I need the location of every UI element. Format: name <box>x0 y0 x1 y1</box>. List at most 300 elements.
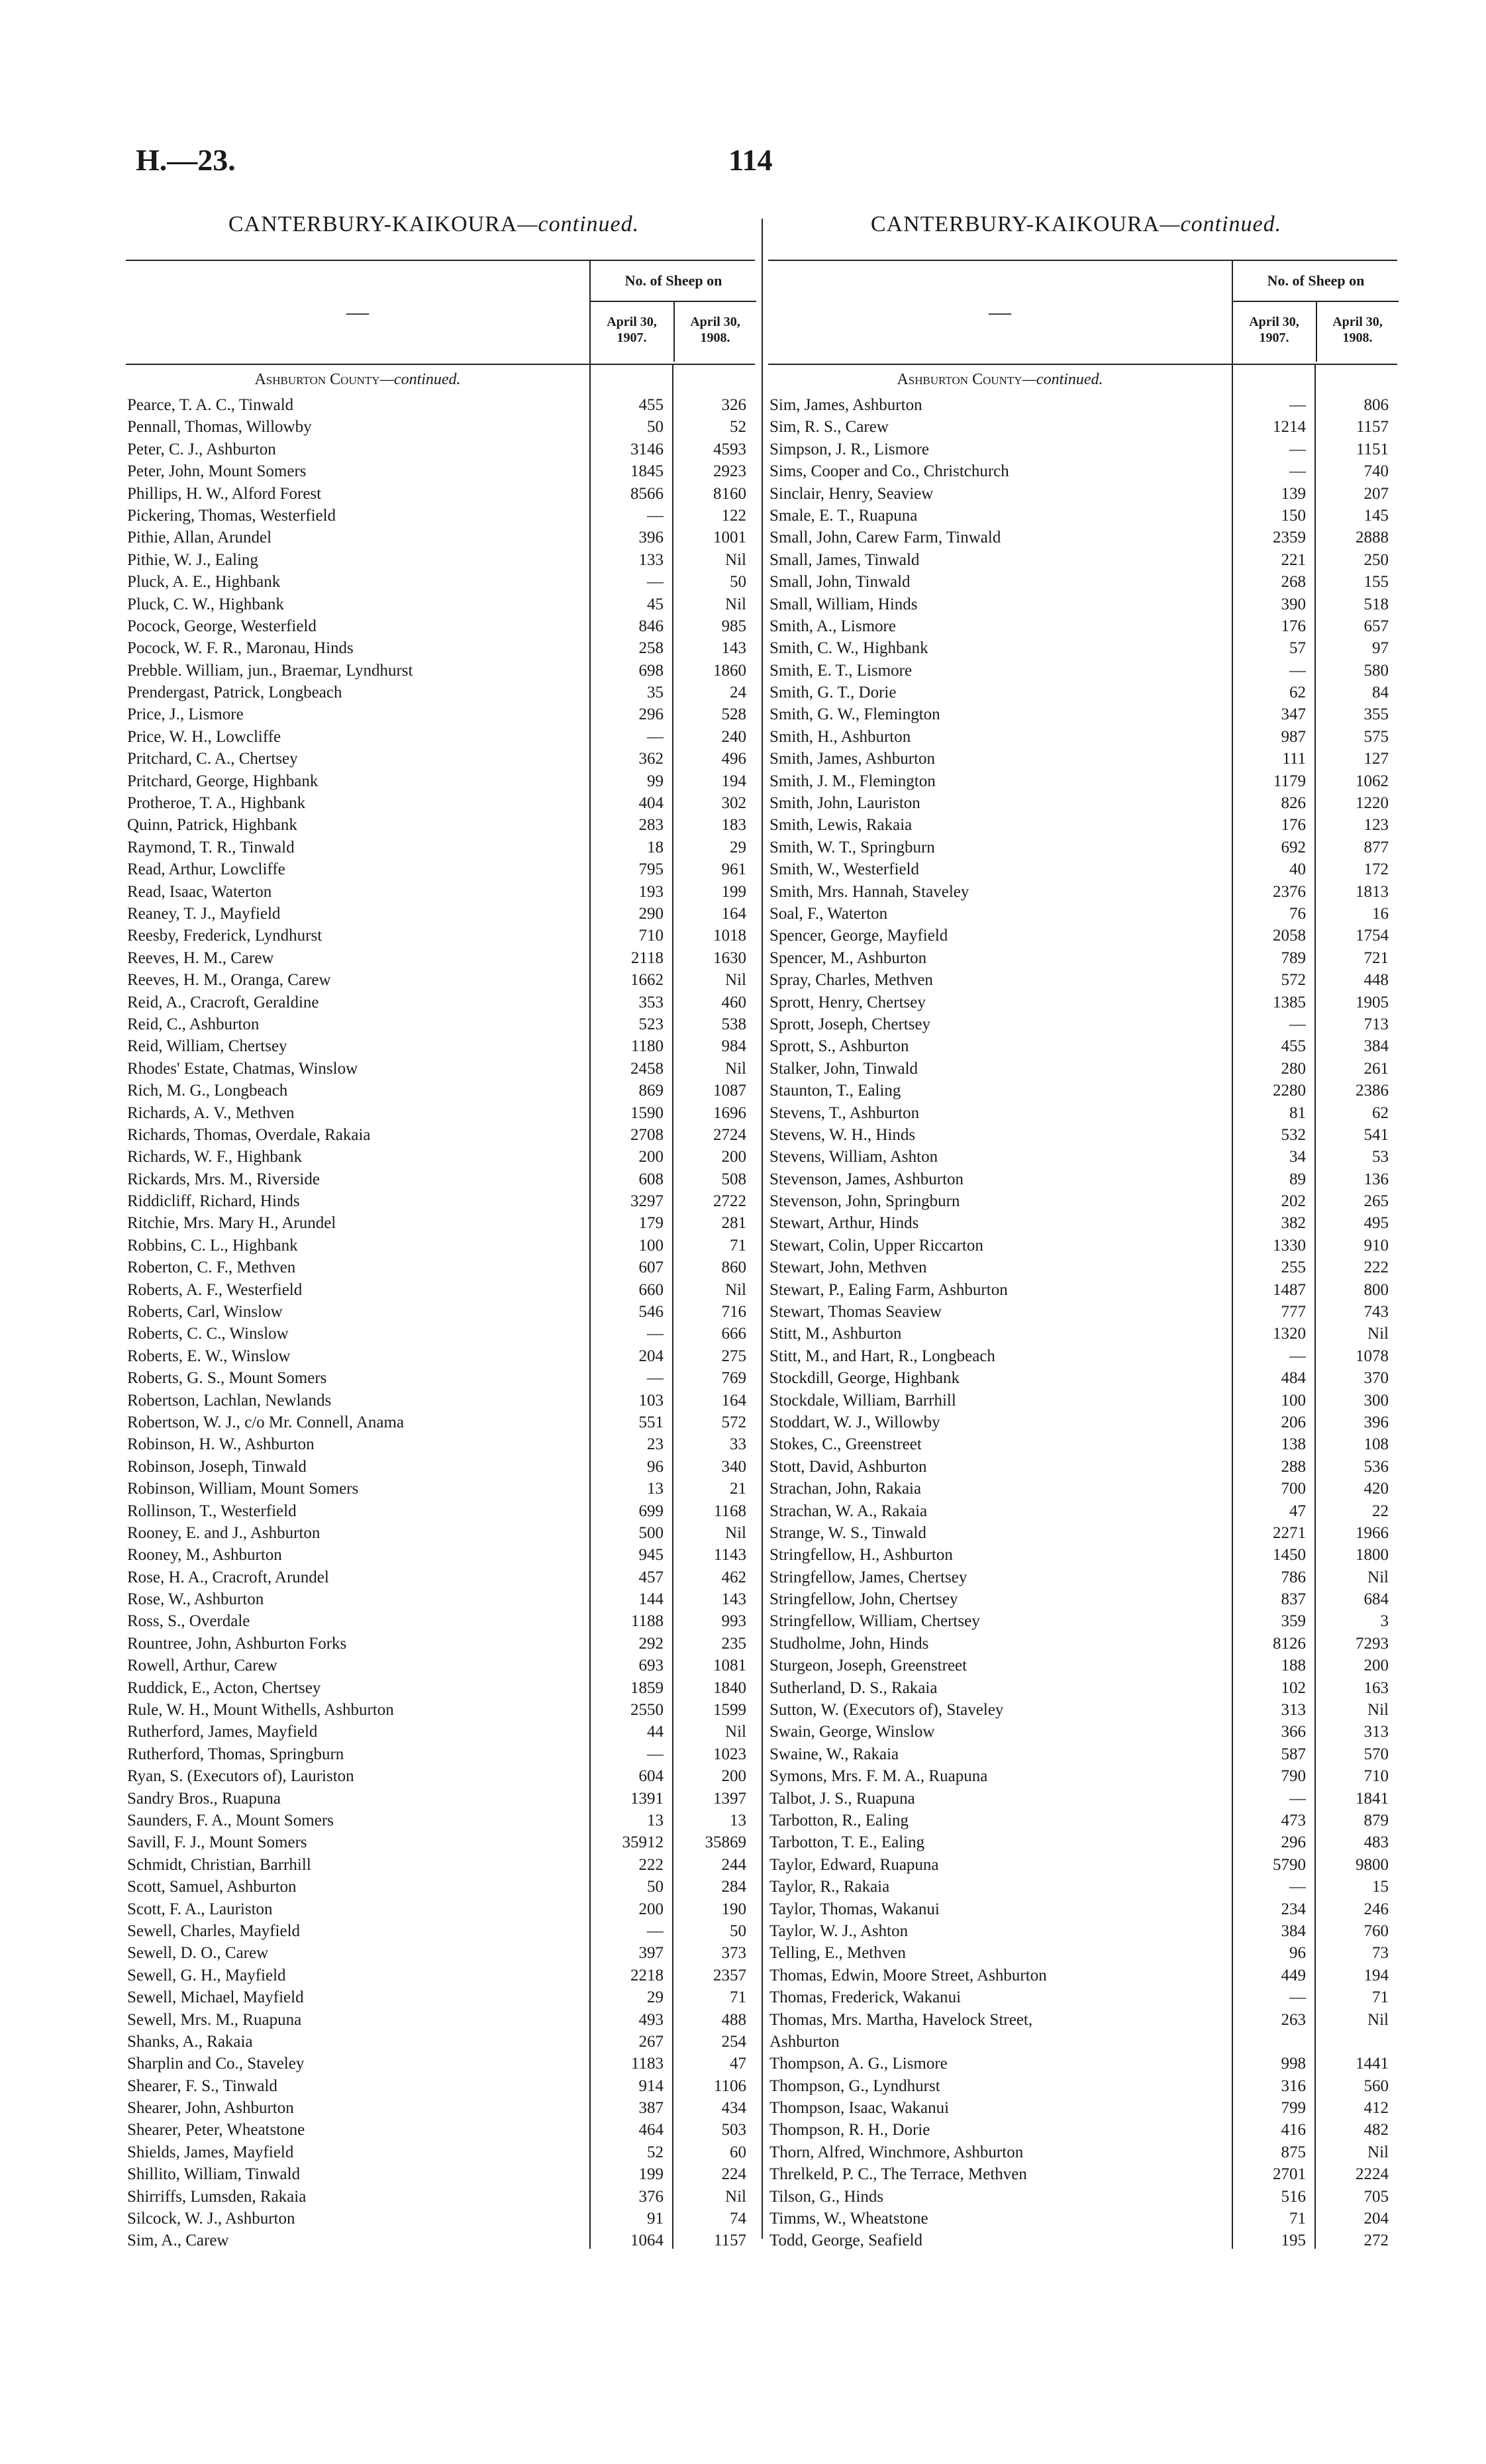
table-row <box>768 1854 1397 1876</box>
owner-name: Shillito, William, Tinwald <box>127 2165 301 2184</box>
sheep-1908: 145 <box>1363 506 1389 525</box>
table-row <box>768 1588 1397 1610</box>
table-row <box>768 925 1397 947</box>
owner-name: Richards, A. V., Methven <box>127 1104 295 1122</box>
table-row <box>768 1257 1397 1278</box>
sheep-1908: 60 <box>730 2143 746 2161</box>
table-row <box>768 1345 1397 1367</box>
sheep-1907: 998 <box>1281 2055 1306 2073</box>
owner-name: Small, John, Tinwald <box>769 573 911 591</box>
owner-name: Sewell, Mrs. M., Ruapuna <box>127 2010 302 2029</box>
sheep-1907: 296 <box>1281 1833 1306 1852</box>
sheep-1907: 473 <box>1281 1812 1306 1829</box>
table-row <box>126 438 755 460</box>
table-row <box>768 1677 1397 1699</box>
sheep-1908: 1813 <box>1356 882 1389 901</box>
owner-name: Pocock, George, Westerfield <box>127 617 317 635</box>
sheep-1907: 200 <box>638 1900 664 1918</box>
table-row <box>768 1080 1397 1102</box>
sheep-1907: 945 <box>638 1546 664 1565</box>
sheep-1907: 18 <box>647 838 664 856</box>
sheep-1907: 52 <box>647 2143 664 2161</box>
owner-name: Sutton, W. (Executors of), Staveley <box>769 1701 1004 1720</box>
sheep-1907: 692 <box>1281 838 1306 856</box>
table-row <box>126 2163 755 2185</box>
sheep-1908: 207 <box>1363 484 1389 503</box>
sheep-1907: 1064 <box>630 2232 664 2250</box>
section-main: Ashburton County <box>254 371 380 388</box>
table-row <box>768 1035 1397 1057</box>
sheep-1907: 449 <box>1281 1966 1306 1984</box>
owner-name: Tarbotton, R., Ealing <box>769 1812 909 1829</box>
owner-name: Taylor, Edward, Ruapuna <box>769 1855 939 1874</box>
sheep-1908: 2888 <box>1356 529 1389 547</box>
owner-name: Smith, E. T., Lismore <box>769 661 913 680</box>
table-row <box>768 394 1397 416</box>
sheep-1908: 190 <box>721 1900 746 1918</box>
table-row <box>126 858 755 880</box>
sheep-1907: 103 <box>638 1391 664 1410</box>
table-row <box>126 1920 755 1942</box>
table-row <box>126 2053 755 2075</box>
owner-name: Pickering, Thomas, Westerfield <box>127 506 336 525</box>
table-row <box>768 992 1397 1013</box>
right-column <box>768 205 1397 2252</box>
owner-name: Swaine, W., Rakaia <box>769 1745 899 1763</box>
owner-name: Reid, C., Ashburton <box>127 1015 260 1033</box>
sheep-1908: 24 <box>730 684 746 702</box>
table-row <box>768 858 1397 880</box>
owner-name: Smith, Lewis, Rakaia <box>769 816 913 835</box>
sheep-1908: 235 <box>721 1634 746 1653</box>
owner-name: Taylor, Thomas, Wakanui <box>769 1900 940 1918</box>
sheep-1907: 138 <box>1281 1435 1306 1454</box>
owner-name: Stewart, Colin, Upper Riccarton <box>769 1236 983 1255</box>
sheep-1907: 193 <box>638 882 664 901</box>
owner-name: Smith, W., Westerfield <box>769 860 919 879</box>
table-row <box>126 637 755 659</box>
owner-name: Reaney, T. J., Mayfield <box>127 904 281 923</box>
sheep-1908: 13 <box>730 1812 746 1829</box>
sheep-1907: 826 <box>1281 794 1306 813</box>
owner-name: Stringfellow, H., Ashburton <box>769 1546 953 1565</box>
table-row <box>768 1412 1397 1433</box>
sheep-1907: 71 <box>1289 2210 1306 2228</box>
sheep-1908: 495 <box>1363 1214 1389 1233</box>
sheep-1907: 44 <box>647 1723 664 1741</box>
sheep-1907: 416 <box>1281 2121 1306 2139</box>
sheep-1908: 1966 <box>1356 1523 1389 1542</box>
owner-name: Roberts, E. W., Winslow <box>127 1347 291 1365</box>
owner-name: Sprott, Joseph, Chertsey <box>769 1015 931 1033</box>
table-row <box>126 1190 755 1212</box>
owner-name: Savill, F. J., Mount Somers <box>127 1833 307 1852</box>
sheep-1908: 281 <box>721 1214 746 1233</box>
sheep-1907: 3146 <box>630 440 664 458</box>
owner-name: Pritchard, C. A., Chertsey <box>127 750 298 768</box>
sheep-1908: 200 <box>1363 1657 1389 1675</box>
sheep-1907: 296 <box>638 705 664 724</box>
sheep-1907: 359 <box>1281 1612 1306 1631</box>
sheep-1908: 254 <box>721 2032 746 2051</box>
owner-name: Sim, James, Ashburton <box>769 396 922 414</box>
sheep-1907: 8566 <box>630 484 664 503</box>
table-row <box>768 1124 1397 1146</box>
owner-name: Small, William, Hinds <box>769 595 918 613</box>
sheep-1908: 1754 <box>1356 927 1389 945</box>
table-row <box>768 637 1397 659</box>
sheep-1908: 122 <box>721 506 746 525</box>
sheep-1907: 2058 <box>1273 927 1306 945</box>
sheep-1907: 382 <box>1281 1214 1306 1233</box>
sheep-1908: 1001 <box>713 529 746 547</box>
sheep-1907: 133 <box>638 550 664 569</box>
sheep-1907: 1845 <box>630 462 664 481</box>
table-row <box>126 1080 755 1102</box>
table-body <box>126 394 755 2252</box>
owner-name: Roberts, A. F., Westerfield <box>127 1280 303 1299</box>
owner-name: Sprott, S., Ashburton <box>769 1037 909 1056</box>
owner-name: Stringfellow, William, Chertsey <box>769 1612 980 1631</box>
page-number: 114 <box>728 143 773 177</box>
owner-name: Richards, Thomas, Overdale, Rakaia <box>127 1125 371 1144</box>
table-row <box>768 1655 1397 1676</box>
table-row <box>126 1279 755 1301</box>
sheep-1907: 2708 <box>630 1125 664 1144</box>
document-reference: H.—23. <box>136 143 236 177</box>
sheep-1907: 700 <box>1281 1480 1306 1498</box>
sheep-1907: 81 <box>1289 1104 1306 1122</box>
table-row <box>126 1854 755 1876</box>
owner-name: Rich, M. G., Longbeach <box>127 1082 288 1100</box>
table-row <box>126 1345 755 1367</box>
table-row <box>768 748 1397 770</box>
sheep-1908: 1168 <box>713 1502 746 1520</box>
owner-name: Soal, F., Waterton <box>769 904 888 923</box>
sheep-1908: 250 <box>1363 550 1389 569</box>
table-row <box>768 814 1397 836</box>
sheep-1908: 877 <box>1363 838 1389 856</box>
table-row <box>768 483 1397 505</box>
owner-name: Stokes, C., Greenstreet <box>769 1435 922 1454</box>
table-row <box>768 837 1397 858</box>
owner-name: Stitt, M., and Hart, R., Longbeach <box>769 1347 995 1365</box>
table-row <box>126 1235 755 1257</box>
sheep-1907: — <box>647 1922 664 1940</box>
table-row <box>126 792 755 814</box>
sheep-1907: 283 <box>638 816 664 835</box>
sheep-1907: 255 <box>1281 1258 1306 1277</box>
owner-name: Swain, George, Winslow <box>769 1723 935 1741</box>
table-row <box>768 1765 1397 1787</box>
column-title <box>126 212 742 237</box>
owner-name: Sharplin and Co., Staveley <box>127 2055 305 2073</box>
table-row <box>126 1323 755 1345</box>
table-row <box>768 1190 1397 1212</box>
table-row <box>126 947 755 969</box>
sheep-1908: Nil <box>725 1723 746 1741</box>
sheep-1907: — <box>647 1369 664 1388</box>
table-row <box>126 703 755 725</box>
sheep-1907: 366 <box>1281 1723 1306 1741</box>
table-row <box>768 2163 1397 2185</box>
table-row <box>126 925 755 947</box>
sheep-1907: 1391 <box>630 1789 664 1808</box>
owner-name: Stitt, M., Ashburton <box>769 1325 902 1343</box>
sheep-1908: 1087 <box>713 1082 746 1100</box>
owner-name: Ruddick, E., Acton, Chertsey <box>127 1678 321 1697</box>
sheep-1907: 799 <box>1281 2099 1306 2118</box>
title-suffix: —continued. <box>1160 212 1282 236</box>
sheep-1907: 40 <box>1289 860 1306 879</box>
owner-name: Stalker, John, Tinwald <box>769 1059 918 1078</box>
owner-name: Sewell, D. O., Carew <box>127 1944 269 1963</box>
sheep-1907: — <box>647 506 664 525</box>
owner-name: Sewell, Charles, Mayfield <box>127 1922 301 1940</box>
sheep-1908: 164 <box>721 904 746 923</box>
sheep-1907: — <box>1289 462 1306 481</box>
sheep-1907: — <box>1289 1789 1306 1808</box>
owner-name: Stevens, W. H., Hinds <box>769 1125 916 1144</box>
table-row <box>126 1412 755 1433</box>
sheep-1908: 47 <box>730 2055 746 2073</box>
sheep-1907: 660 <box>638 1280 664 1299</box>
owner-name: Tarbotton, T. E., Ealing <box>769 1833 925 1852</box>
sheep-1908: 580 <box>1363 661 1389 680</box>
sheep-1907: — <box>647 573 664 591</box>
sheep-1907: — <box>1289 1347 1306 1365</box>
table-row <box>126 1035 755 1057</box>
table-row <box>126 2031 755 2053</box>
owner-name: Reid, A., Cracroft, Geraldine <box>127 993 319 1011</box>
title-main: CANTERBURY-KAIKOURA <box>228 212 518 236</box>
sheep-1908: 740 <box>1363 462 1389 481</box>
sheep-1907: 290 <box>638 904 664 923</box>
table-row <box>768 881 1397 903</box>
sheep-1908: 272 <box>1363 2232 1389 2250</box>
table-row <box>126 1146 755 1168</box>
sheep-1908: 240 <box>721 727 746 746</box>
owner-name: Taylor, R., Rakaia <box>769 1878 890 1896</box>
sheep-1907: 221 <box>1281 550 1306 569</box>
table-row <box>126 1301 755 1323</box>
owner-name: Robertson, Lachlan, Newlands <box>127 1391 332 1410</box>
table-row <box>768 1058 1397 1080</box>
sheep-1908: 538 <box>721 1015 746 1033</box>
sheep-1908: 806 <box>1363 396 1389 414</box>
table-row <box>768 1279 1397 1301</box>
owner-name: Pearce, T. A. C., Tinwald <box>127 396 294 414</box>
sheep-1907: — <box>647 1745 664 1763</box>
table-row <box>126 682 755 703</box>
table-row <box>768 726 1397 748</box>
sheep-1907: 176 <box>1281 816 1306 835</box>
sheep-1908: 22 <box>1372 1502 1389 1520</box>
owner-name: Thorn, Alfred, Winchmore, Ashburton <box>769 2143 1024 2161</box>
table-row <box>768 1102 1397 1124</box>
owner-name: Shearer, John, Ashburton <box>127 2099 294 2118</box>
table-row <box>768 1212 1397 1234</box>
sheep-1908: 275 <box>721 1347 746 1365</box>
sheep-1907: — <box>1289 1988 1306 2007</box>
owner-name: Stoddart, W. J., Willowby <box>769 1413 940 1431</box>
sheep-1907: 484 <box>1281 1369 1306 1388</box>
sheep-1908: 1062 <box>1356 772 1389 790</box>
owner-name: Rose, W., Ashburton <box>127 1590 264 1609</box>
sheep-1908: 1905 <box>1356 993 1389 1011</box>
table-header <box>126 260 755 365</box>
owner-name: Stockdill, George, Highbank <box>769 1369 960 1388</box>
owner-name: Roberton, C. F., Methven <box>127 1258 296 1277</box>
table-row <box>126 549 755 571</box>
sheep-1908: 340 <box>721 1457 746 1476</box>
sheep-1908: 21 <box>730 1480 746 1498</box>
owner-name: Spencer, George, Mayfield <box>769 927 948 945</box>
table-row <box>768 1522 1397 1544</box>
sheep-1908: 2224 <box>1356 2165 1389 2184</box>
sheep-1908: 483 <box>1363 1833 1389 1852</box>
table-row <box>126 969 755 991</box>
sheep-1908: 246 <box>1363 1900 1389 1918</box>
table-row <box>768 2009 1397 2031</box>
sheep-1907: 35 <box>647 684 664 702</box>
sheep-1908: 244 <box>721 1855 746 1874</box>
sheep-1908: 7293 <box>1356 1634 1389 1653</box>
sheep-1908: 1696 <box>713 1104 746 1122</box>
table-row <box>768 2208 1397 2230</box>
owner-name: Pritchard, George, Highbank <box>127 772 319 790</box>
sheep-1907: 258 <box>638 639 664 658</box>
owner-name: Robbins, C. L., Highbank <box>127 1236 298 1255</box>
section-title <box>126 371 589 389</box>
sheep-1907: 869 <box>638 1082 664 1100</box>
table-row <box>768 682 1397 703</box>
owner-name: Stewart, Arthur, Hinds <box>769 1214 919 1233</box>
sheep-1907: 464 <box>638 2121 664 2139</box>
sheep-1907: 50 <box>647 418 664 436</box>
owner-name: Stockdale, William, Barrhill <box>769 1391 956 1410</box>
sheep-1907: 457 <box>638 1568 664 1586</box>
sheep-1908: 284 <box>721 1878 746 1896</box>
sheep-1908: 1441 <box>1356 2055 1389 2073</box>
owner-name: Scott, Samuel, Ashburton <box>127 1878 297 1896</box>
owner-name: Sturgeon, Joseph, Greenstreet <box>769 1657 967 1675</box>
table-row <box>126 2186 755 2208</box>
sheep-1908: 1143 <box>713 1546 746 1565</box>
sheep-1907: 1859 <box>630 1678 664 1697</box>
table-row <box>126 1965 755 1986</box>
owner-name: Robinson, William, Mount Somers <box>127 1480 359 1498</box>
owner-name: Rooney, E. and J., Ashburton <box>127 1523 321 1542</box>
owner-name: Smith, W. T., Springburn <box>769 838 935 856</box>
sheep-1908: 434 <box>721 2099 746 2118</box>
sheep-1907: 111 <box>1282 750 1306 768</box>
sheep-1907: 1183 <box>630 2055 664 2073</box>
table-row <box>768 505 1397 527</box>
sheep-1908: 1078 <box>1356 1347 1389 1365</box>
table-row <box>126 593 755 615</box>
table-row <box>126 460 755 482</box>
sheep-1908: 800 <box>1363 1280 1389 1299</box>
sheep-1908: 194 <box>721 772 746 790</box>
sheep-1908: 396 <box>1363 1413 1389 1431</box>
owner-name: Rollinson, T., Westerfield <box>127 1502 297 1520</box>
owner-name: Smale, E. T., Ruapuna <box>769 506 918 525</box>
sheep-1907: 76 <box>1289 904 1306 923</box>
table-row <box>126 1124 755 1146</box>
sheep-1907: 2271 <box>1273 1523 1306 1542</box>
sheep-1907: 13 <box>647 1480 664 1498</box>
table-row <box>768 1788 1397 1810</box>
owner-name: Tilson, G., Hinds <box>769 2187 884 2206</box>
sheep-1907: 786 <box>1281 1568 1306 1586</box>
sheep-1908: 570 <box>1363 1745 1389 1763</box>
table-row <box>768 2097 1397 2119</box>
sheep-1907: 455 <box>638 396 664 414</box>
table-row <box>768 1301 1397 1323</box>
sheep-1907: 987 <box>1281 727 1306 746</box>
sheep-1907: 29 <box>647 1988 664 2007</box>
page-header <box>0 142 1486 189</box>
table-row <box>768 1810 1397 1831</box>
table-row <box>768 549 1397 571</box>
sheep-1908: 2722 <box>713 1192 746 1211</box>
table-row <box>768 969 1397 991</box>
sheep-1908: 136 <box>1363 1170 1389 1188</box>
table-row <box>768 438 1397 460</box>
sheep-1908: 984 <box>721 1037 746 1056</box>
owner-name: Pithie, W. J., Ealing <box>127 550 258 569</box>
sheep-1908: 222 <box>1363 1258 1389 1277</box>
table-row <box>126 1588 755 1610</box>
owner-name: Sinclair, Henry, Seaview <box>769 484 934 503</box>
sheep-1907: 516 <box>1281 2187 1306 2206</box>
sheep-1908: 71 <box>730 1236 746 1255</box>
table-row <box>126 1500 755 1522</box>
sheep-1907: 96 <box>647 1457 664 1476</box>
owner-name: Spencer, M., Ashburton <box>769 949 927 967</box>
sheep-1907: 353 <box>638 993 664 1011</box>
sheep-1908: 127 <box>1363 750 1389 768</box>
table-row <box>126 1699 755 1721</box>
sheep-1907: 267 <box>638 2032 664 2051</box>
owner-name: Stewart, Thomas Seaview <box>769 1303 942 1321</box>
sheep-1908: 53 <box>1372 1148 1389 1166</box>
table-row <box>768 1390 1397 1412</box>
sheep-1908: 8160 <box>713 484 746 503</box>
sheep-1907: 144 <box>638 1590 664 1609</box>
table-row <box>768 1721 1397 1743</box>
table-row <box>126 1831 755 1853</box>
table-row <box>126 726 755 748</box>
owner-name: Rule, W. H., Mount Withells, Ashburton <box>127 1701 394 1720</box>
table-row <box>126 1986 755 2008</box>
owner-name: Small, John, Carew Farm, Tinwald <box>769 529 1001 547</box>
sheep-1907: — <box>1289 1878 1306 1896</box>
sheep-group-label: No. of Sheep on <box>1233 261 1399 302</box>
table-row <box>126 1433 755 1455</box>
table-row <box>126 1212 755 1234</box>
sheep-1907: 376 <box>638 2187 664 2206</box>
owner-name: Ross, S., Overdale <box>127 1612 250 1631</box>
sheep-1907: 500 <box>638 1523 664 1542</box>
table-row <box>126 394 755 416</box>
sheep-1908: 4593 <box>713 440 746 458</box>
table-row <box>768 770 1397 792</box>
table-row <box>768 2053 1397 2075</box>
sheep-1907: 587 <box>1281 1745 1306 1763</box>
sheep-1907: 790 <box>1281 1767 1306 1786</box>
